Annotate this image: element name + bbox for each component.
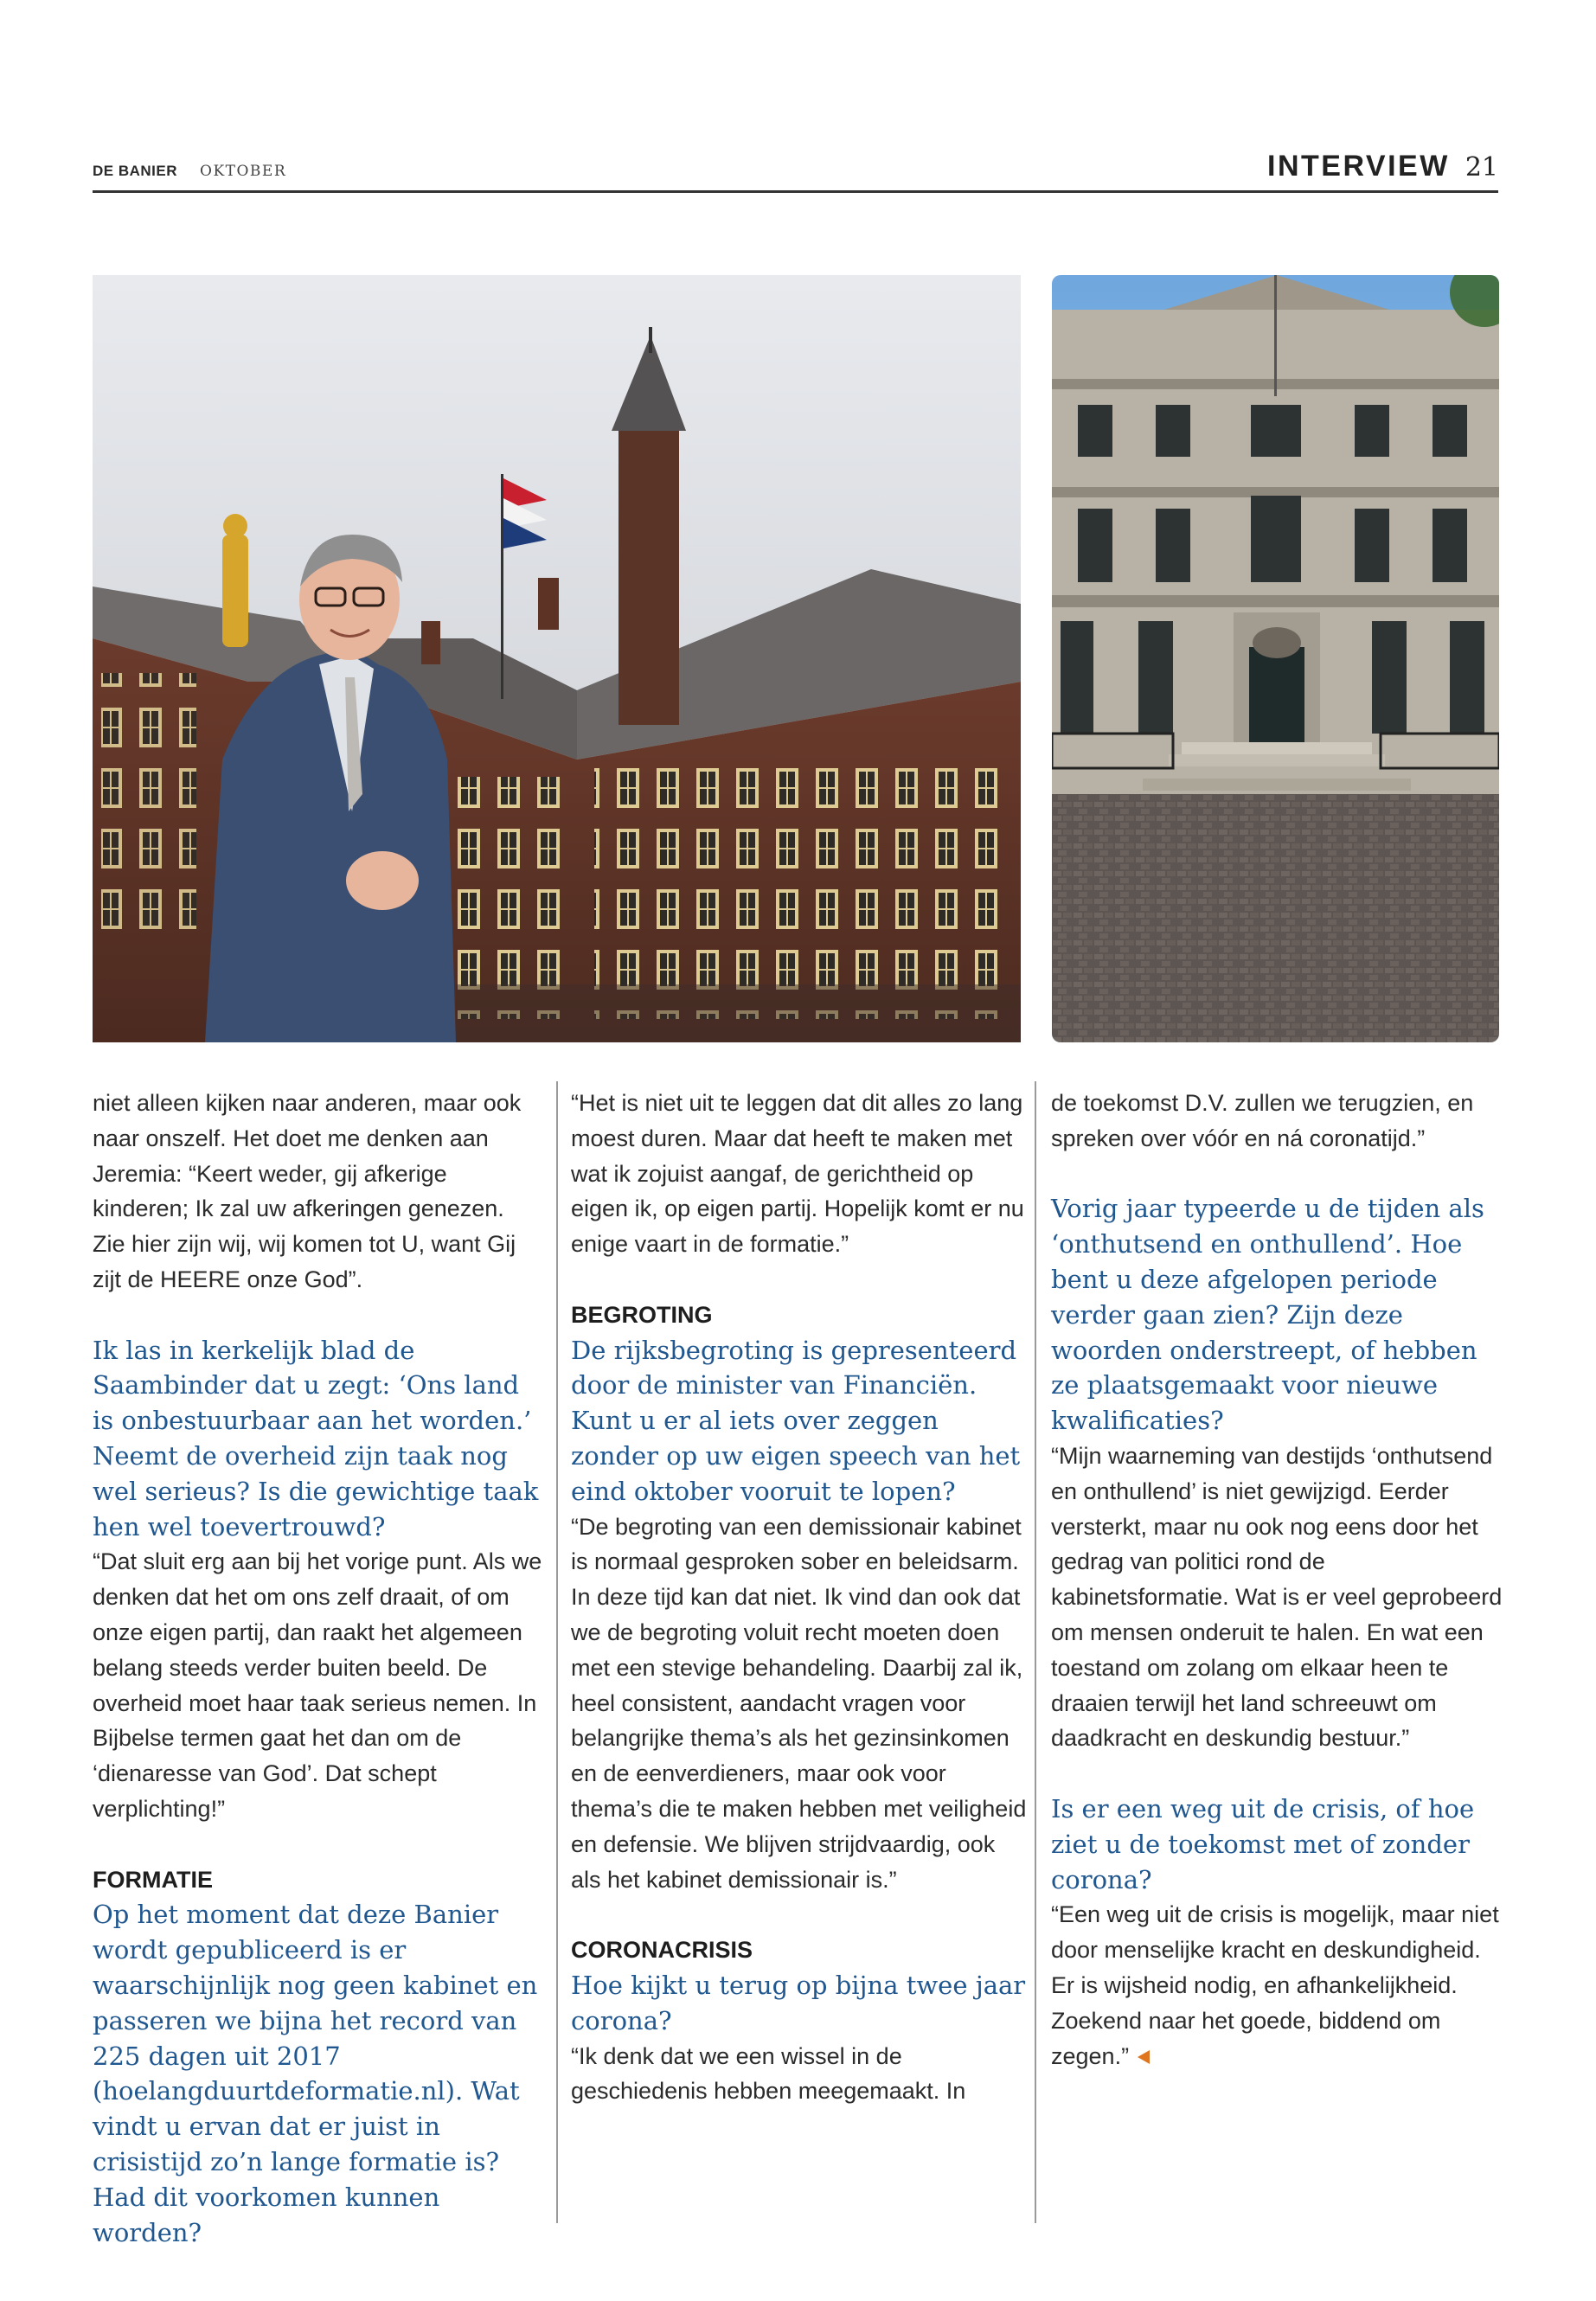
interview-question: Vorig jaar typeerde u de tijden als ‘onthutsend en onthullend’. Hoe bent u deze afgelopen periode verder gaan zien? Zijn deze woorden onderstreept, of hebben ze plaatsgemaakt voor nieuwe kwalificaties?: [1051, 1194, 1484, 1436]
interview-answer-final: [1051, 1897, 1505, 2073]
interview-answer: “Het is niet uit te leggen dat dit alles zo lang moest duren. Maar dat heeft te maken met wat ik zojuist aangaf, de gerichtheid op eigen ik, op eigen partij. Hopelijk komt er nu enige vaart in de formatie.”: [571, 1090, 1024, 1258]
end-of-article-icon: [1138, 2050, 1150, 2064]
interview-answer: “De begroting van een demissionair kabinet is normaal gesproken sober en beleidsarm. In deze tijd kan dat niet. Ik vind dan ook dat we de begroting voluit recht moeten doen met een stevige behandeling. Daarbij zal ik, heel consistent, aandacht vragen voor belangrijke thema’s als het gezinsinkomen en de eenverdieners, maar ook voor thema’s die te maken hebben met veiligheid en defensie. We blijven strijdvaardig, ook als het kabinet demissionair is.”: [571, 1513, 1027, 1893]
column-divider-1: [556, 1081, 558, 2223]
interview-question: Is er een weg uit de crisis, of hoe ziet u de toekomst met of zonder corona?: [1051, 1793, 1475, 1894]
publication-name: DE BANIER: [93, 163, 178, 179]
section-heading: BEGROTING: [571, 1301, 713, 1328]
section-heading: CORONACRISIS: [571, 1937, 753, 1964]
text-column-3: [1051, 1086, 1505, 2073]
interview-question: Op het moment dat deze Banier wordt gepubliceerd is er waarschijnlijk nog geen kabinet en passeren we bijna het record van 225 dagen uit 2017 (hoelangduurtdeformatie.nl). Wat vindt u ervan dat er juist in crisistijd zo’n lange formatie is? Had dit voorkomen kunnen worden?: [93, 1900, 538, 2247]
interview-answer: “Dat sluit erg aan bij het vorige punt. Als we denken dat het om ons zelf draait, of om onze eigen partij, dan raakt het algemeen belang steeds verder buiten beeld. De overheid moet haar taak serieus nemen. In Bijbelse termen gaat het dan om de ‘dienaresse van God’. Dat schept verplichting!”: [93, 1548, 542, 1822]
section-label: [1267, 150, 1498, 183]
page-header: [93, 145, 1498, 193]
final-answer-text: “Een weg uit de crisis is mogelijk, maar niet door menselijke kracht en deskundigheid. Er is wijsheid nodig, en afhankelijkheid. Zoekend naar het goede, biddend om zegen.”: [1051, 1901, 1499, 2069]
issue-month: OKTOBER: [200, 163, 287, 180]
interview-question: De rijksbegroting is gepresenteerd door de minister van Financiën. Kunt u er al iets over zeggen zonder op uw eigen speech van het eind oktober vooruit te lopen?: [571, 1335, 1021, 1506]
interview-question: Ik las in kerkelijk blad de Saambinder dat u zegt: ‘Ons land is onbestuurbaar aan het worden.’ Neemt de overheid zijn taak nog wel serieus? Is die gewichtige taak hen wel toevertrouwd?: [93, 1335, 539, 1541]
interview-answer: de toekomst D.V. zullen we terugzien, en spreken over vóór en ná coronatijd.”: [1051, 1090, 1474, 1151]
interview-answer: “Ik denk dat we een wissel in de geschiedenis hebben meegemaakt. In: [571, 2042, 966, 2105]
interview-answer: “Mijn waarneming van destijds ‘onthutsend en onthullend’ is niet gewijzigd. Eerder versterkt, maar nu ook nog eens door het gedrag van politici rond de kabinetsformatie. Wat is er veel geprobeerd om mensen onderuit te halen. En wat een toestand om zolang om elkaar heen te draaien terwijl het land schreeuwt om daadkracht en deskundig bestuur.”: [1051, 1442, 1503, 1752]
column-divider-2: [1035, 1081, 1036, 2223]
page-number: 21: [1465, 152, 1498, 183]
main-photo: [93, 275, 1021, 1042]
side-photo: [1052, 275, 1499, 1042]
text-column-1: [93, 1086, 542, 2250]
section-heading: FORMATIE: [93, 1866, 213, 1893]
interview-question: Hoe kijkt u terug op bijna twee jaar corona?: [571, 1970, 1026, 2035]
section-title: INTERVIEW: [1267, 150, 1450, 183]
text-column-2: [571, 1086, 1028, 2109]
body-paragraph: niet alleen kijken naar anderen, maar ook naar onszelf. Het doet me denken aan Jeremia: “Keert weder, gij afkerige kinderen; Ik zal uw afkeringen genezen. Zie hier zijn wij, wij komen tot U, want Gij zijt de HEERE onze God”.: [93, 1090, 522, 1292]
running-head: [93, 163, 286, 180]
